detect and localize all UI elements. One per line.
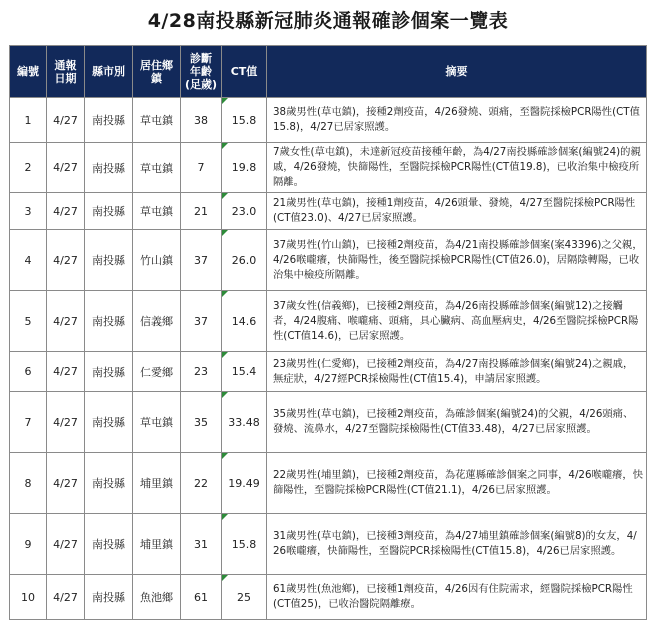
table-row bbox=[10, 453, 647, 514]
cell-summary: 61歲男性(魚池鄉)，已接種1劑疫苗，4/26因有住院需求，經醫院採檢PCR陽性(CT值25)，已收治醫院隔離療。 bbox=[267, 575, 647, 620]
header-township: 居住鄉 鎮 bbox=[133, 46, 181, 98]
cell-date: 4/27 bbox=[47, 291, 85, 352]
cell-township: 草屯鎮 bbox=[133, 98, 181, 143]
cell-date: 4/27 bbox=[47, 193, 85, 230]
cell-ct: 33.48 bbox=[222, 392, 267, 453]
cell-township: 仁愛鄉 bbox=[133, 352, 181, 392]
cell-date: 4/27 bbox=[47, 230, 85, 291]
cell-ct: 23.0 bbox=[222, 193, 267, 230]
cell-ct: 15.8 bbox=[222, 514, 267, 575]
table-row bbox=[10, 98, 647, 143]
table-row bbox=[10, 291, 647, 352]
cell-county: 南投縣 bbox=[85, 575, 133, 620]
cell-age: 38 bbox=[181, 98, 222, 143]
table-row bbox=[10, 193, 647, 230]
cell-summary: 23歲男性(仁愛鄉)，已接種2劑疫苗，為4/27南投縣確診個案(編號24)之親戚，無症狀，4/27經PCR採檢陽性(CT值15.4)，申請居家照護。 bbox=[267, 352, 647, 392]
table-row bbox=[10, 352, 647, 392]
cell-date: 4/27 bbox=[47, 514, 85, 575]
cell-summary: 38歲男性(草屯鎮)，接種2劑疫苗，4/26發燒、頭痛，至醫院採檢PCR陽性(CT值15.8)，4/27已居家照護。 bbox=[267, 98, 647, 143]
cell-county: 南投縣 bbox=[85, 392, 133, 453]
cell-no: 2 bbox=[10, 143, 47, 193]
cell-county: 南投縣 bbox=[85, 514, 133, 575]
cell-summary: 31歲男性(草屯鎮)，已接種3劑疫苗，為4/27埔里鎮確診個案(編號8)的女友，4/26喉嚨癢，快篩陽性，至醫院PCR採檢陽性(CT值15.8)，4/26已居家照護。 bbox=[267, 514, 647, 575]
cell-township: 草屯鎮 bbox=[133, 143, 181, 193]
cell-township: 信義鄉 bbox=[133, 291, 181, 352]
cell-county: 南投縣 bbox=[85, 291, 133, 352]
header-summary: 摘要 bbox=[267, 46, 647, 98]
cell-date: 4/27 bbox=[47, 392, 85, 453]
cell-ct: 19.8 bbox=[222, 143, 267, 193]
table-row bbox=[10, 143, 647, 193]
cell-no: 7 bbox=[10, 392, 47, 453]
cell-county: 南投縣 bbox=[85, 98, 133, 143]
cell-no: 9 bbox=[10, 514, 47, 575]
cell-age: 23 bbox=[181, 352, 222, 392]
header-county: 縣市別 bbox=[85, 46, 133, 98]
cell-date: 4/27 bbox=[47, 98, 85, 143]
cell-summary: 37歲女性(信義鄉)，已接種2劑疫苗，為4/26南投縣確診個案(編號12)之接觸者，4/24腹痛、喉嚨痛、頭痛，具心臟病、高血壓病史，4/26至醫院採檢PCR陽性(CT值14.6)，已居家照護。 bbox=[267, 291, 647, 352]
table-row bbox=[10, 392, 647, 453]
table-row bbox=[10, 514, 647, 575]
case-table bbox=[9, 45, 647, 620]
cell-county: 南投縣 bbox=[85, 453, 133, 514]
table-row bbox=[10, 575, 647, 620]
cell-no: 10 bbox=[10, 575, 47, 620]
cell-county: 南投縣 bbox=[85, 230, 133, 291]
cell-summary: 35歲男性(草屯鎮)，已接種2劑疫苗，為確診個案(編號24)的父親，4/26頭痛、發燒、流鼻水，4/27至醫院採檢陽性(CT值33.48)，4/27已居家照護。 bbox=[267, 392, 647, 453]
cell-age: 21 bbox=[181, 193, 222, 230]
header-no: 編號 bbox=[10, 46, 47, 98]
cell-age: 35 bbox=[181, 392, 222, 453]
cell-ct: 15.8 bbox=[222, 98, 267, 143]
cell-age: 37 bbox=[181, 230, 222, 291]
cell-county: 南投縣 bbox=[85, 143, 133, 193]
cell-date: 4/27 bbox=[47, 453, 85, 514]
cell-township: 草屯鎮 bbox=[133, 193, 181, 230]
cell-age: 31 bbox=[181, 514, 222, 575]
cell-township: 魚池鄉 bbox=[133, 575, 181, 620]
cell-county: 南投縣 bbox=[85, 352, 133, 392]
cell-no: 4 bbox=[10, 230, 47, 291]
cell-date: 4/27 bbox=[47, 352, 85, 392]
cell-age: 61 bbox=[181, 575, 222, 620]
cell-age: 37 bbox=[181, 291, 222, 352]
cell-no: 6 bbox=[10, 352, 47, 392]
cell-age: 7 bbox=[181, 143, 222, 193]
cell-no: 8 bbox=[10, 453, 47, 514]
header-date: 通報 日期 bbox=[47, 46, 85, 98]
cell-date: 4/27 bbox=[47, 143, 85, 193]
cell-ct: 19.49 bbox=[222, 453, 267, 514]
cell-no: 1 bbox=[10, 98, 47, 143]
cell-ct: 14.6 bbox=[222, 291, 267, 352]
cell-summary: 22歲男性(埔里鎮)，已接種2劑疫苗，為花蓮縣確診個案之同事，4/26喉嚨癢，快篩陽性，至醫院採檢PCR陽性(CT值21.1)，4/26已居家照護。 bbox=[267, 453, 647, 514]
cell-age: 22 bbox=[181, 453, 222, 514]
cell-summary: 7歲女性(草屯鎮)，未達新冠疫苗接種年齡，為4/27南投縣確診個案(編號24)的親戚，4/26發燒，快篩陽性，至醫院採檢PCR陽性(CT值19.8)，已收治集中檢疫所隔離。 bbox=[267, 143, 647, 193]
cell-summary: 21歲男性(草屯鎮)，接種1劑疫苗，4/26頭暈、發燒，4/27至醫院採檢PCR陽性(CT值23.0)、4/27已居家照護。 bbox=[267, 193, 647, 230]
cell-ct: 26.0 bbox=[222, 230, 267, 291]
header-age: 診斷 年齡 (足歲) bbox=[181, 46, 222, 98]
cell-summary: 37歲男性(竹山鎮)，已接種2劑疫苗，為4/21南投縣確診個案(案43396)之父親，4/26喉嚨癢，快篩陽性，後至醫院採檢PCR陽性(CT值26.0)，居隔陰轉陽，已收治集中檢疫所隔離。 bbox=[267, 230, 647, 291]
cell-date: 4/27 bbox=[47, 575, 85, 620]
cell-township: 埔里鎮 bbox=[133, 453, 181, 514]
header-ct: CT值 bbox=[222, 46, 267, 98]
cell-no: 5 bbox=[10, 291, 47, 352]
cell-ct: 15.4 bbox=[222, 352, 267, 392]
cell-no: 3 bbox=[10, 193, 47, 230]
page-title: 4/28南投縣新冠肺炎通報確診個案一覽表 bbox=[147, 10, 509, 32]
table-row bbox=[10, 230, 647, 291]
table-header-row bbox=[10, 46, 647, 98]
cell-county: 南投縣 bbox=[85, 193, 133, 230]
cell-township: 草屯鎮 bbox=[133, 392, 181, 453]
cell-ct: 25 bbox=[222, 575, 267, 620]
cell-township: 埔里鎮 bbox=[133, 514, 181, 575]
cell-township: 竹山鎮 bbox=[133, 230, 181, 291]
